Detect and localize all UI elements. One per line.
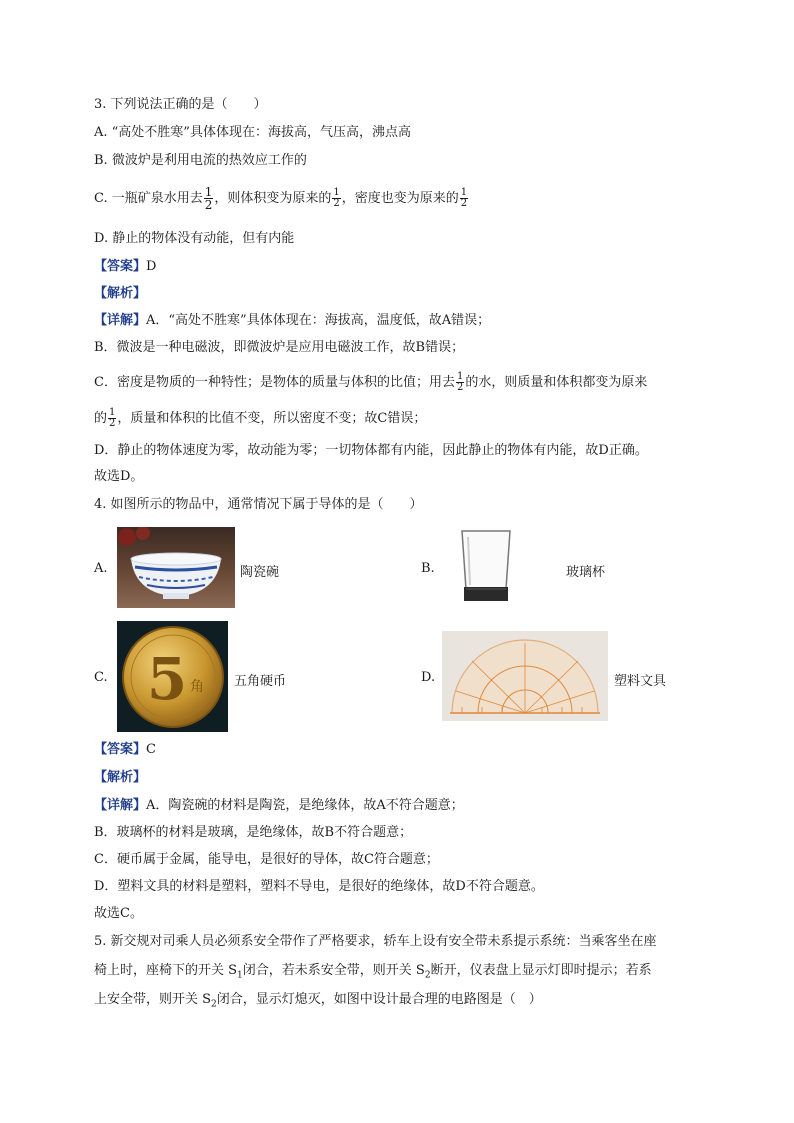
ceramic-bowl-image [117,527,235,608]
q3-c-text-2: ，则体积变为原来的 [214,191,332,206]
q3-answer: 【答案】D [94,259,157,274]
q3-explain-b: B．微波是一种电磁波，即微波炉是应用电磁波工作，故B错误； [94,340,465,355]
q4-option-c-label: C. [94,670,108,685]
q3-explain-c-1: C．密度是物质的一种特性；是物体的质量与体积的比值；用去 $\frac{1}{2}$ 的水，则质量和体积都变为原来 [94,371,648,393]
q4-option-b-caption: 玻璃杯 [566,565,606,580]
q3-analysis-heading: 【解析】 [94,286,147,301]
q3-stem: 3. 下列说法正确的是（ ） [94,97,267,112]
q3-conclusion: 故选D。 [94,469,144,484]
fraction-half: $\frac{1}{2}$ [333,187,340,209]
q3-explain-c-2: 的 $\frac{1}{2}$ ，质量和体积的比值不变，所以密度不变；故C错误； [94,407,427,429]
q4-explain-c: C．硬币属于金属，能导电，是很好的导体，故C符合题意； [94,852,439,867]
q3-c-text-3: ，密度也变为原来的 [341,191,459,206]
fraction-half: $\frac{1}{2}$ [456,371,464,393]
q4-option-a-caption: 陶瓷碗 [240,565,280,580]
q4-option-d-label: D. [421,670,436,685]
plastic-protractor-image [442,631,608,721]
q3-c-text-1: C. 一瓶矿泉水用去 [94,191,203,206]
q5-line-3: 上安全带，则开关 $S_2$闭合，显示灯熄灭，如图中设计最合理的电路图是（ ） [94,992,542,1010]
q4-explain-d: D．塑料文具的材料是塑料，塑料不导电，是很好的绝缘体，故D不符合题意。 [94,879,544,894]
q4-option-d-caption: 塑料文具 [614,674,667,689]
q4-option-c-caption: 五角硬币 [234,674,287,689]
q4-explain-b: B．玻璃杯的材料是玻璃，是绝缘体，故B不符合题意； [94,825,413,840]
q4-explain-a: 【详解】A．陶瓷碗的材料是陶瓷，是绝缘体，故A不符合题意； [94,798,464,813]
q4-analysis-heading: 【解析】 [94,770,147,785]
q4-conclusion: 故选C。 [94,906,143,921]
q3-option-a: A. “高处不胜寒”具体体现在：海拔高，气压高，沸点高 [94,125,411,140]
glass-cup-image [458,527,514,605]
q3-option-c [94,186,469,211]
q4-answer: 【答案】C [94,742,156,757]
q3-option-b: B. 微波炉是利用电流的热效应工作的 [94,153,307,168]
coin-jiao: 角 [190,679,204,695]
q3-explain-a: 【详解】A．“高处不胜寒”具体体现在：海拔高，温度低，故A错误； [94,313,491,328]
q3-explain-d: D．静止的物体速度为零，故动能为零；一切物体都有内能，因此静止的物体有内能，故D正确。 [94,443,648,458]
fraction-half: $\frac{1}{2}$ [460,187,468,209]
q3-option-d: D. 静止的物体没有动能，但有内能 [94,231,295,246]
q4-option-b-label: B. [421,561,435,576]
coin-number: 5 [146,645,188,713]
fraction-half: $\frac{1}{2}$ [204,185,213,212]
q5-line-2: 椅上时，座椅下的开关 $S_1$闭合，若未系安全带，则开关 $S_2$断开，仪表盘上显示灯即时提示；若系 [94,963,652,981]
q4-option-a-label: A. [94,561,108,576]
five-jiao-coin-image [117,621,228,732]
q5-line-1: 5. 新交规对司乘人员必须系安全带作了严格要求，轿车上设有安全带未系提示系统：当乘客坐在座 [94,934,657,949]
fraction-half: $\frac{1}{2}$ [109,407,116,429]
q4-stem: 4. 如图所示的物品中，通常情况下属于导体的是（ ） [94,497,423,512]
